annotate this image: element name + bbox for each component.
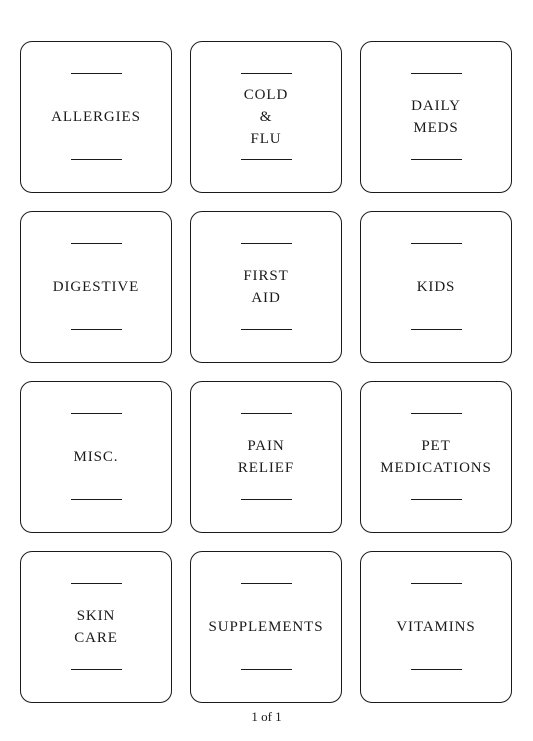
- label-rule-bottom: [71, 159, 122, 160]
- label-card-pet-medications: [360, 381, 512, 533]
- label-card-first-aid: [190, 211, 342, 363]
- label-text: DAILY MEDS: [411, 98, 461, 136]
- label-rule-top: [241, 73, 292, 74]
- label-rule-bottom: [411, 499, 462, 500]
- label-rule-top: [71, 73, 122, 74]
- label-text: KIDS: [416, 279, 456, 295]
- label-rule-top: [241, 243, 292, 244]
- label-card-daily-meds: [360, 41, 512, 193]
- label-text: DIGESTIVE: [52, 279, 140, 295]
- label-card-supplements: [190, 551, 342, 703]
- page-indicator: 1 of 1: [251, 709, 282, 724]
- label-grid: [20, 41, 512, 703]
- label-rule-bottom: [411, 159, 462, 160]
- label-rule-top: [411, 583, 462, 584]
- label-rule-top: [241, 413, 292, 414]
- label-rule-top: [241, 583, 292, 584]
- label-card-digestive: [20, 211, 172, 363]
- label-rule-bottom: [241, 329, 292, 330]
- label-rule-bottom: [71, 499, 122, 500]
- label-rule-bottom: [411, 669, 462, 670]
- label-text: MISC.: [73, 449, 119, 465]
- label-text: PAIN RELIEF: [237, 438, 295, 476]
- label-rule-top: [411, 413, 462, 414]
- label-card-vitamins: [360, 551, 512, 703]
- label-rule-top: [71, 413, 122, 414]
- label-text: FIRST AID: [243, 268, 289, 306]
- label-card-skin-care: [20, 551, 172, 703]
- label-text: COLD & FLU: [243, 87, 289, 147]
- label-card-allergies: [20, 41, 172, 193]
- label-text: VITAMINS: [396, 619, 476, 635]
- label-card-misc: [20, 381, 172, 533]
- label-card-cold-flu: [190, 41, 342, 193]
- label-rule-bottom: [71, 669, 122, 670]
- label-rule-top: [71, 583, 122, 584]
- label-rule-bottom: [241, 499, 292, 500]
- label-rule-bottom: [241, 669, 292, 670]
- label-card-pain-relief: [190, 381, 342, 533]
- label-rule-bottom: [411, 329, 462, 330]
- label-rule-top: [411, 243, 462, 244]
- label-rule-bottom: [241, 159, 292, 160]
- label-rule-bottom: [71, 329, 122, 330]
- label-rule-top: [71, 243, 122, 244]
- label-rule-top: [411, 73, 462, 74]
- label-card-kids: [360, 211, 512, 363]
- label-text: SUPPLEMENTS: [208, 619, 324, 635]
- label-text: PET MEDICATIONS: [380, 438, 492, 476]
- label-text: ALLERGIES: [51, 109, 141, 125]
- label-text: SKIN CARE: [74, 608, 118, 646]
